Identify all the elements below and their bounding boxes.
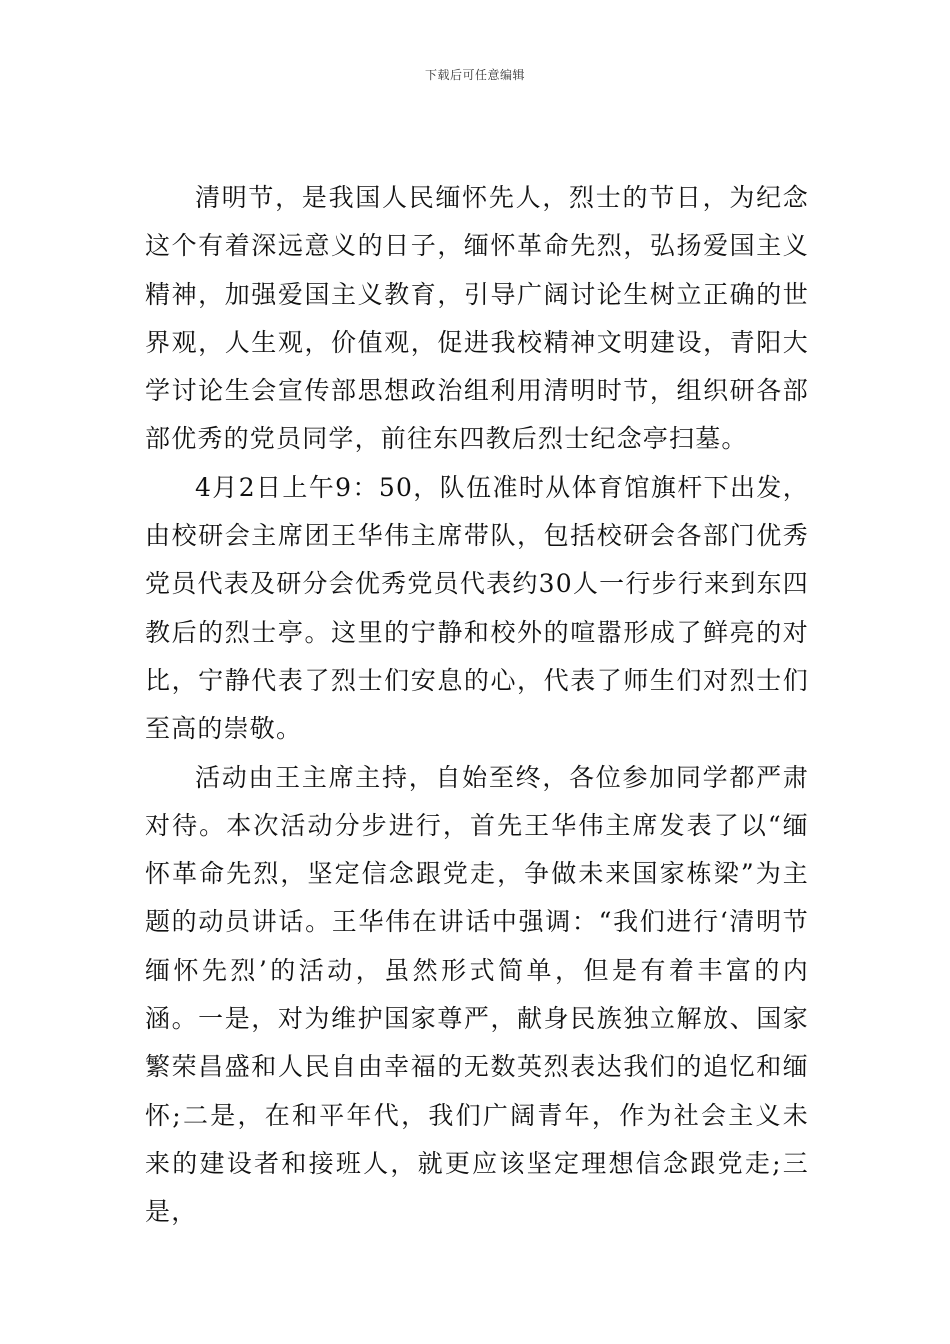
page-header-note: 下载后可任意编辑 [424,68,525,82]
paragraph-1: 清明节，是我国人民缅怀先人，烈士的节日，为纪念这个有着深远意义的日子，缅怀革命先烈，弘扬爱国主义精神，加强爱国主义教育，引导广阔讨论生树立正确的世界观，人生观，价值观，促进我校精神文明建设，青阳大学讨论生会宣传部思想政治组利用清明时节，组织研各部部优秀的党员同学，前往东四教后烈士纪念亭扫墓。 [145,183,809,454]
paragraph-2: 4月2日上午9：50，队伍准时从体育馆旗杆下出发，由校研会主席团王华伟主席带队，包括校研会各部门优秀党员代表及研分会优秀党员代表约30人一行步行来到东四教后的烈士亭。这里的宁静和校外的喧嚣形成了鲜亮的对比，宁静代表了烈士们安息的心，代表了师生们对烈士们至高的崇敬。 [145,472,809,744]
paragraph-3: 活动由王主席主持，自始至终，各位参加同学都严肃对待。本次活动分步进行，首先王华伟主席发表了以“缅怀革命先烈，坚定信念跟党走，争做未来国家栋梁”为主题的动员讲话。王华伟在讲话中强调：“我们进行‘清明节缅怀先烈’的活动，虽然形式简单，但是有着丰富的内涵。一是，对为维护国家尊严，献身民族独立解放、国家繁荣昌盛和人民自由幸福的无数英烈表达我们的追忆和缅怀;二是，在和平年代，我们广阔青年，作为社会主义未来的建设者和接班人，就更应该坚定理想信念跟党走;三是， [145,762,809,1227]
document-body [145,174,809,1237]
